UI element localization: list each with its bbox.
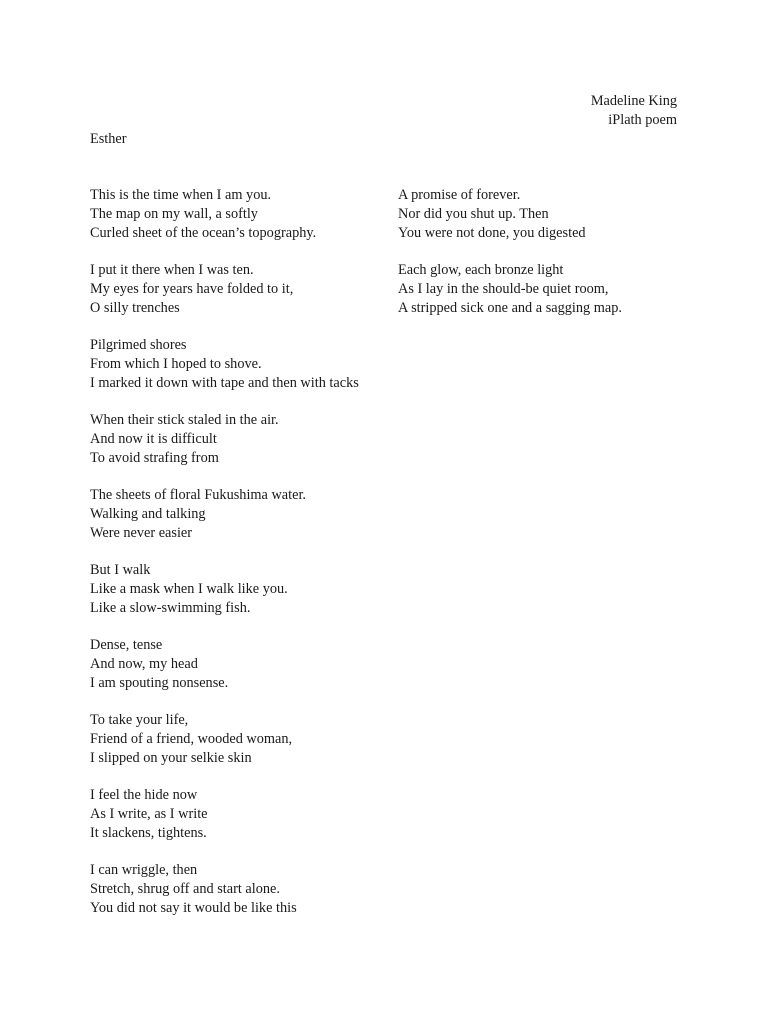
poem-line: Dense, tense bbox=[90, 637, 163, 653]
stanza bbox=[90, 411, 390, 467]
poem-line: When their stick staled in the air. bbox=[90, 412, 279, 428]
stanza bbox=[90, 861, 390, 917]
poem-line: The sheets of floral Fukushima water. bbox=[90, 487, 306, 503]
poem-line: I put it there when I was ten. bbox=[90, 262, 254, 278]
stanza bbox=[90, 711, 390, 767]
document-subtitle: iPlath poem bbox=[608, 112, 677, 128]
poem-line: I marked it down with tape and then with tacks bbox=[90, 374, 359, 391]
poem-line: Curled sheet of the ocean’s topography. bbox=[90, 224, 317, 241]
poem-line: Like a slow-swimming fish. bbox=[90, 599, 251, 616]
stanza bbox=[398, 261, 698, 317]
poem-line: I slipped on your selkie skin bbox=[90, 749, 252, 766]
stanza bbox=[90, 561, 390, 617]
poem-line: As I lay in the should-be quiet room, bbox=[398, 280, 609, 297]
stanza bbox=[398, 186, 698, 242]
poem-line: My eyes for years have folded to it, bbox=[90, 280, 294, 297]
poem-line: But I walk bbox=[90, 562, 151, 578]
poem-line: This is the time when I am you. bbox=[90, 187, 272, 203]
author-header bbox=[591, 92, 677, 130]
stanza bbox=[90, 636, 390, 692]
poem-line: You were not done, you digested bbox=[398, 224, 586, 241]
poem-line: I can wriggle, then bbox=[90, 862, 198, 878]
poem-line: Stretch, shrug off and start alone. bbox=[90, 880, 280, 897]
poem-line: Walking and talking bbox=[90, 505, 206, 522]
stanza bbox=[90, 786, 390, 842]
poem-line: I am spouting nonsense. bbox=[90, 674, 229, 691]
poem-line: Nor did you shut up. Then bbox=[398, 205, 549, 222]
stanza bbox=[90, 486, 390, 542]
poem-title: Esther bbox=[90, 131, 127, 147]
poem-line: A promise of forever. bbox=[398, 187, 521, 203]
stanza bbox=[90, 336, 390, 392]
poem-line: You did not say it would be like this bbox=[90, 899, 297, 916]
poem-line: Friend of a friend, wooded woman, bbox=[90, 730, 293, 747]
poem-line: And now it is difficult bbox=[90, 430, 217, 447]
poem-line: It slackens, tightens. bbox=[90, 824, 207, 841]
author-name: Madeline King bbox=[590, 93, 677, 109]
poem-line: Were never easier bbox=[90, 524, 193, 541]
poem-line: Each glow, each bronze light bbox=[398, 262, 564, 278]
poem-line: The map on my wall, a softly bbox=[90, 205, 258, 222]
poem-right-column bbox=[398, 186, 698, 336]
poem-line: O silly trenches bbox=[90, 299, 180, 316]
poem-line: I feel the hide now bbox=[90, 787, 198, 803]
stanza bbox=[90, 261, 390, 317]
poem-line: To avoid strafing from bbox=[90, 449, 219, 466]
poem-line: And now, my head bbox=[90, 655, 198, 672]
poem-line: From which I hoped to shove. bbox=[90, 355, 262, 372]
poem-line: To take your life, bbox=[90, 712, 189, 728]
poem-line: Pilgrimed shores bbox=[90, 337, 187, 353]
poem-line: Like a mask when I walk like you. bbox=[90, 580, 288, 597]
poem-left-column bbox=[90, 186, 390, 936]
poem-line: A stripped sick one and a sagging map. bbox=[398, 299, 622, 316]
stanza bbox=[90, 186, 390, 242]
poem-line: As I write, as I write bbox=[90, 805, 208, 822]
